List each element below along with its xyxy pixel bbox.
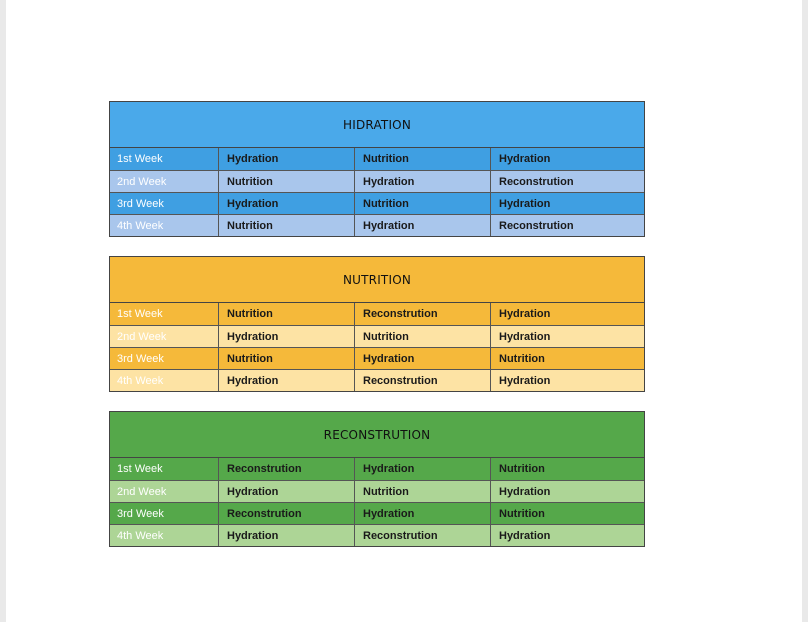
table-title: HIDRATION — [110, 102, 644, 148]
week-label: 1st Week — [117, 153, 163, 165]
table-cell: Hydration — [354, 348, 490, 369]
table-cell: Hydration — [218, 525, 354, 546]
table-cell: Hydration — [354, 171, 490, 192]
table-cell: Nutrition — [354, 481, 490, 502]
table-title: NUTRITION — [110, 257, 644, 303]
table-cell: Nutrition — [490, 503, 644, 524]
table-cell: Nutrition — [354, 193, 490, 214]
table-cell: Hydration — [218, 148, 354, 170]
table-cell: Nutrition — [218, 348, 354, 369]
table-cell: Hydration — [490, 193, 644, 214]
table-cell: Hydration — [354, 503, 490, 524]
table-title: RECONSTRUTION — [110, 412, 644, 458]
table-cell: Hydration — [218, 481, 354, 502]
table-row — [110, 192, 644, 214]
table-row — [110, 524, 644, 546]
table-row — [110, 502, 644, 524]
table-cell: Reconstrution — [354, 303, 490, 325]
week-label: 2nd Week — [117, 330, 167, 343]
week-label: 1st Week — [117, 463, 163, 475]
table-cell: Hydration — [490, 370, 644, 391]
week-label: 4th Week — [117, 529, 164, 542]
table-row — [110, 325, 644, 347]
table-row — [110, 458, 644, 480]
table-cell: Reconstrution — [490, 215, 644, 236]
table-cell: Nutrition — [354, 326, 490, 347]
nutrition-table — [109, 256, 645, 392]
table-cell: Hydration — [218, 326, 354, 347]
document-page — [6, 0, 802, 622]
table-cell: Reconstrution — [218, 458, 354, 480]
table-cell: Nutrition — [218, 303, 354, 325]
week-label: 3rd Week — [117, 352, 164, 365]
week-label: 4th Week — [117, 219, 164, 232]
table-cell: Nutrition — [490, 348, 644, 369]
week-label: 2nd Week — [117, 485, 167, 498]
table-cell: Hydration — [490, 525, 644, 546]
table-row — [110, 347, 644, 369]
hydration-table — [109, 101, 645, 237]
table-cell: Reconstrution — [354, 525, 490, 546]
table-cell: Reconstrution — [490, 171, 644, 192]
reconstruction-table — [109, 411, 645, 547]
table-cell: Hydration — [490, 148, 644, 170]
table-row — [110, 170, 644, 192]
table-row — [110, 214, 644, 236]
table-cell: Hydration — [490, 303, 644, 325]
week-label: 4th Week — [117, 374, 164, 387]
table-cell: Hydration — [218, 370, 354, 391]
table-row — [110, 303, 644, 325]
table-cell: Nutrition — [354, 148, 490, 170]
week-label: 2nd Week — [117, 175, 167, 188]
table-cell: Nutrition — [218, 171, 354, 192]
table-cell: Hydration — [490, 481, 644, 502]
table-cell: Hydration — [218, 193, 354, 214]
table-row — [110, 480, 644, 502]
table-row — [110, 148, 644, 170]
table-row — [110, 369, 644, 391]
table-cell: Reconstrution — [218, 503, 354, 524]
table-cell: Hydration — [354, 215, 490, 236]
week-label: 1st Week — [117, 308, 163, 320]
week-label: 3rd Week — [117, 197, 164, 210]
table-cell: Nutrition — [490, 458, 644, 480]
table-cell: Hydration — [354, 458, 490, 480]
table-cell: Nutrition — [218, 215, 354, 236]
week-label: 3rd Week — [117, 507, 164, 520]
table-cell: Reconstrution — [354, 370, 490, 391]
table-cell: Hydration — [490, 326, 644, 347]
